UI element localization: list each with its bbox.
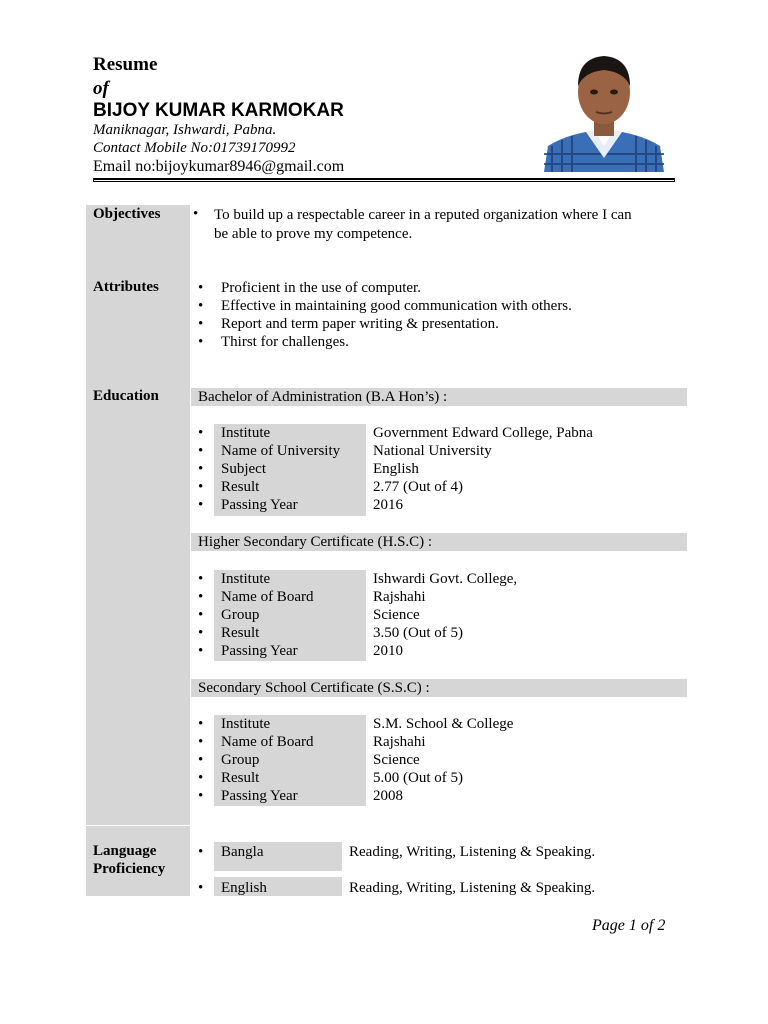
bullet-icon: • xyxy=(198,316,204,332)
bullet-icon: • xyxy=(198,716,204,732)
bullet-icon: • xyxy=(198,734,204,750)
ssc-heading: Secondary School Certificate (S.S.C) : xyxy=(198,680,430,696)
table-row: • Institute Ishwardi Govt. College, xyxy=(198,571,518,587)
table-row: • Subject English xyxy=(198,461,419,477)
table-row: • Institute Government Edward College, Pabna xyxy=(198,425,593,441)
candidate-name: BIJOY KUMAR KARMOKAR xyxy=(93,100,344,121)
hsc-table xyxy=(198,570,518,660)
list-item: • Thirst for challenges. xyxy=(198,334,349,350)
bullet-icon: • xyxy=(198,280,204,296)
bullet-icon: • xyxy=(198,607,204,623)
table-row: • Name of University National University xyxy=(198,443,492,459)
bullet-icon: • xyxy=(198,334,204,350)
table-row: • Group Science xyxy=(198,607,420,623)
list-item: • Proficient in the use of computer. xyxy=(198,280,421,296)
table-row: • Passing Year 2008 xyxy=(198,788,403,804)
header-divider xyxy=(93,178,675,182)
bullet-icon: • xyxy=(198,497,204,513)
list-item: • Effective in maintaining good communication with others. xyxy=(198,298,572,314)
table-row: • Passing Year 2010 xyxy=(198,643,403,659)
bullet-icon: • xyxy=(198,571,204,587)
table-row: • Result 2.77 (Out of 4) xyxy=(198,479,463,495)
language-name: Bangla xyxy=(221,844,264,860)
ba-table xyxy=(198,424,593,514)
table-row: • Institute S.M. School & College xyxy=(198,716,514,732)
ssc-table xyxy=(198,715,514,805)
language-skills: Reading, Writing, Listening & Speaking. xyxy=(349,844,596,860)
contact-mobile: Contact Mobile No:01739170992 xyxy=(93,140,296,156)
bullet-icon: • xyxy=(198,479,204,495)
bullet-icon: • xyxy=(198,788,204,804)
bullet-icon: • xyxy=(198,298,204,314)
language-skills: Reading, Writing, Listening & Speaking. xyxy=(349,880,596,896)
bullet-icon: • xyxy=(198,461,204,477)
bullet-icon: • xyxy=(198,844,204,860)
language-name: English xyxy=(221,880,267,896)
profile-photo xyxy=(544,50,664,172)
bullet-icon: • xyxy=(198,625,204,641)
bullet-icon: • xyxy=(198,443,204,459)
bullet-icon: • xyxy=(198,425,204,441)
title-resume: Resume xyxy=(93,54,158,75)
bullet-icon: • xyxy=(198,752,204,768)
language-label-1: Language xyxy=(93,843,157,859)
email: Email no:bijoykumar8946@gmail.com xyxy=(93,158,345,175)
bullet-icon: • xyxy=(198,643,204,659)
objectives-text-1: To build up a respectable career in a reputed organization where I can xyxy=(214,207,632,223)
page-number: Page 1 of 2 xyxy=(592,917,666,934)
bullet-icon: • xyxy=(198,589,204,605)
bullet-icon: • xyxy=(198,880,204,896)
list-item: • Report and term paper writing & presentation. xyxy=(198,316,499,332)
table-row: • Group Science xyxy=(198,752,420,768)
table-row: • Name of Board Rajshahi xyxy=(198,734,426,750)
label-column xyxy=(86,205,190,825)
address: Maniknagar, Ishwardi, Pabna. xyxy=(93,122,277,138)
language-label-2: Proficiency xyxy=(93,861,166,877)
hsc-heading: Higher Secondary Certificate (H.S.C) : xyxy=(198,534,433,550)
ba-heading: Bachelor of Administration (B.A Hon’s) : xyxy=(198,389,448,405)
objectives-label: Objectives xyxy=(93,206,161,222)
table-row: • Result 5.00 (Out of 5) xyxy=(198,770,463,786)
attributes-list xyxy=(198,279,572,351)
table-row: • Result 3.50 (Out of 5) xyxy=(198,625,463,641)
education-label: Education xyxy=(93,388,159,404)
attributes-label: Attributes xyxy=(93,279,159,295)
table-row: • Passing Year 2016 xyxy=(198,497,403,513)
table-row: • Name of Board Rajshahi xyxy=(198,589,426,605)
bullet-icon: • xyxy=(198,770,204,786)
bullet-icon: • xyxy=(193,206,199,222)
title-of: of xyxy=(93,78,109,99)
objectives-text-2: be able to prove my competence. xyxy=(214,226,413,242)
